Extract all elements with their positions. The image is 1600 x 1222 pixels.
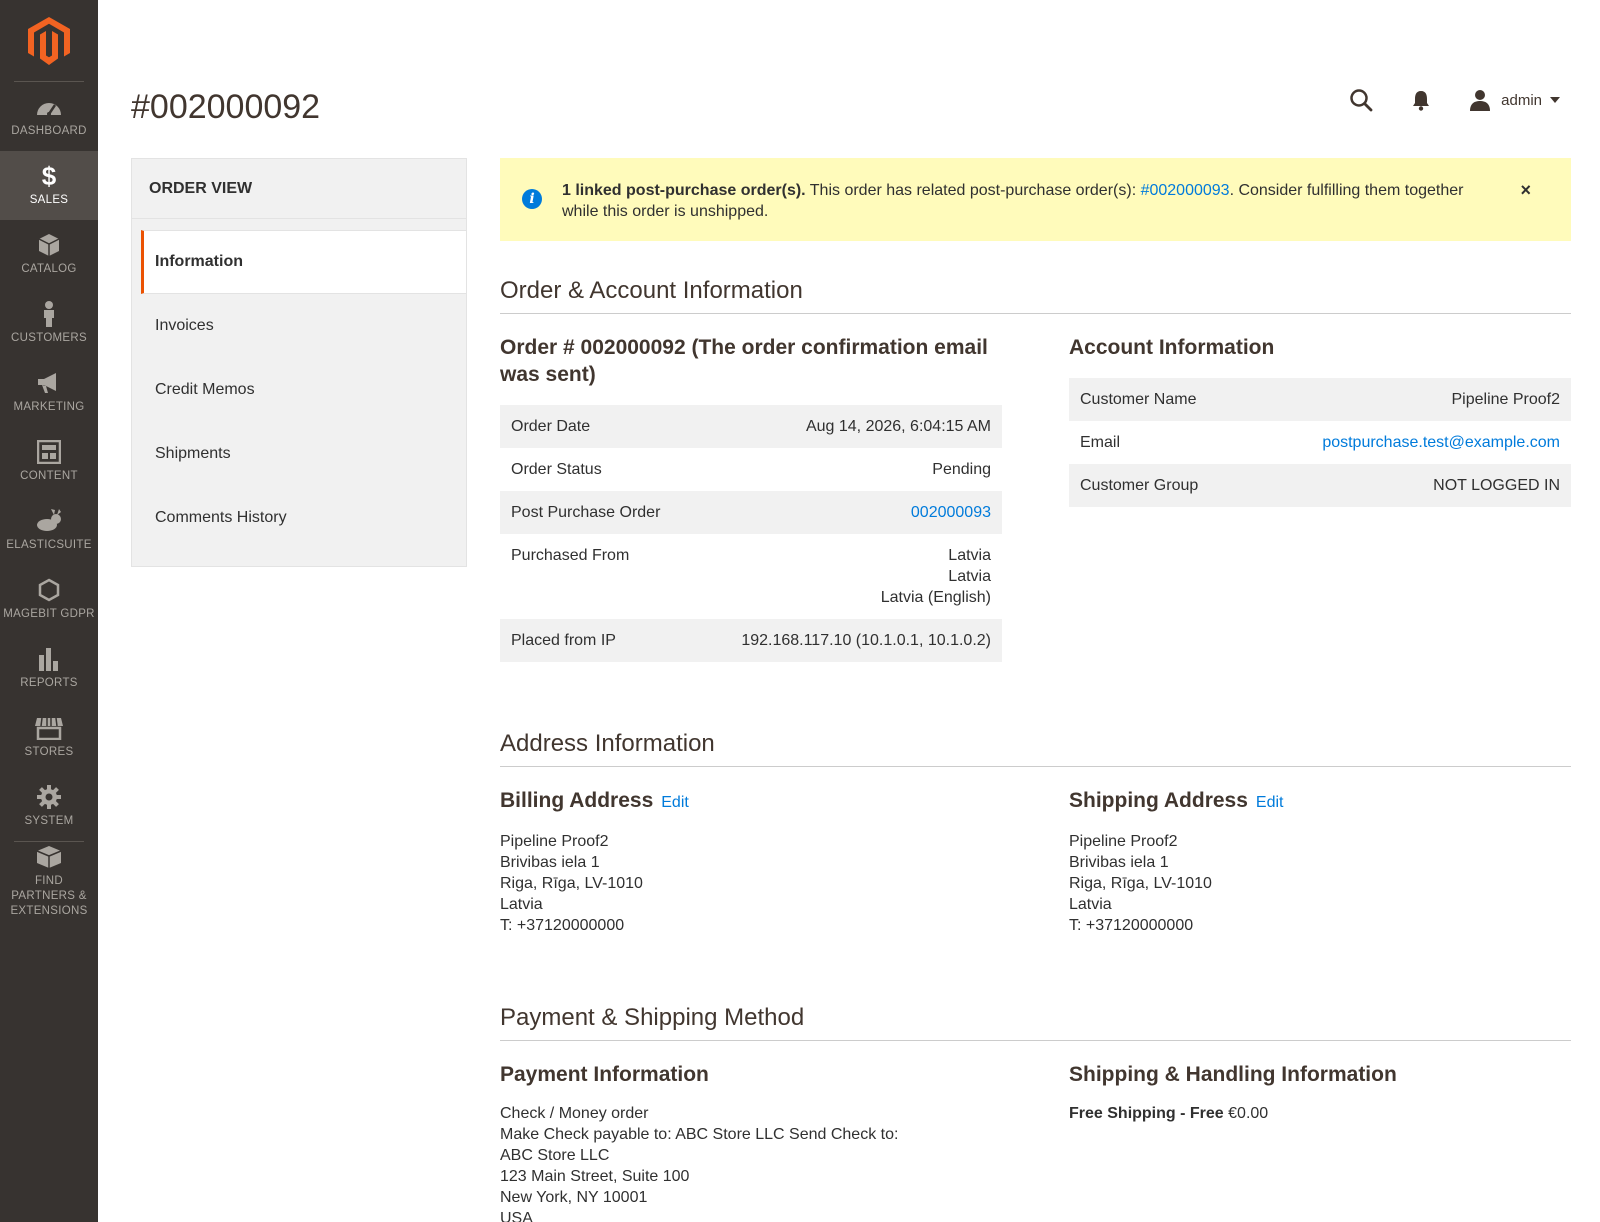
search-button[interactable] bbox=[1349, 88, 1373, 112]
sidebar-item-label: MAGEBIT GDPR bbox=[3, 608, 95, 620]
billing-edit-link[interactable]: Edit bbox=[661, 794, 689, 811]
order-information bbox=[500, 334, 1002, 662]
purchased-from-website: Latvia bbox=[948, 547, 991, 564]
payment-shipping-section-title: Payment & Shipping Method bbox=[500, 1004, 1571, 1041]
order-account-columns bbox=[500, 334, 1571, 662]
order-status-label: Order Status bbox=[511, 461, 602, 478]
shipping-name: Pipeline Proof2 bbox=[1069, 833, 1178, 850]
sidebar-item-label: CONTENT bbox=[20, 470, 78, 482]
purchased-from-value bbox=[694, 534, 1002, 619]
tabs-title: ORDER VIEW bbox=[132, 159, 466, 219]
billing-address-lines bbox=[500, 831, 1002, 936]
admin-sidebar bbox=[0, 0, 98, 1222]
page-title: #002000092 bbox=[131, 88, 321, 126]
payment-shipping-columns bbox=[500, 1061, 1571, 1222]
payment-method-name: Check / Money order bbox=[500, 1105, 649, 1122]
payment-line: 123 Main Street, Suite 100 bbox=[500, 1168, 690, 1185]
close-icon[interactable]: × bbox=[1520, 180, 1531, 200]
customer-name-label: Customer Name bbox=[1080, 391, 1197, 408]
payment-line: ABC Store LLC bbox=[500, 1147, 610, 1164]
email-label: Email bbox=[1080, 434, 1121, 451]
tab-comments-history[interactable]: Comments History bbox=[155, 509, 287, 526]
person-icon bbox=[42, 301, 56, 327]
post-purchase-order-label: Post Purchase Order bbox=[511, 504, 661, 521]
tab-credit-memos[interactable]: Credit Memos bbox=[155, 381, 255, 398]
sidebar-item-label: STORES bbox=[24, 746, 74, 758]
bar-chart-icon bbox=[37, 646, 61, 672]
gear-icon bbox=[37, 784, 61, 810]
account-heading: Account Information bbox=[1069, 336, 1275, 359]
dashboard-icon bbox=[36, 94, 62, 120]
billing-city: Riga, Rīga, LV-1010 bbox=[500, 875, 643, 892]
purchased-from-label: Purchased From bbox=[511, 547, 630, 564]
sidebar-item-sales[interactable] bbox=[0, 151, 98, 220]
notice-text-before: This order has related post-purchase order(s): bbox=[805, 182, 1141, 199]
payment-line: Make Check payable to: ABC Store LLC Send Check to: bbox=[500, 1126, 899, 1143]
sidebar-item-label: SYSTEM bbox=[24, 815, 74, 827]
shipping-method bbox=[1069, 1103, 1571, 1124]
table-row bbox=[1069, 464, 1571, 507]
sidebar-item-label: FIND PARTNERS & EXTENSIONS bbox=[10, 875, 88, 917]
sidebar-item-label: DASHBOARD bbox=[11, 125, 87, 137]
sidebar-item-stores[interactable] bbox=[0, 703, 98, 772]
billing-address bbox=[500, 787, 1002, 936]
post-purchase-notice bbox=[500, 158, 1571, 241]
notifications-button[interactable] bbox=[1411, 89, 1431, 111]
customer-email-link[interactable]: postpurchase.test@example.com bbox=[1322, 434, 1560, 451]
placed-from-ip-value: 192.168.117.10 (10.1.0.1, 10.1.0.2) bbox=[741, 632, 991, 649]
table-row bbox=[500, 448, 1002, 491]
payment-information bbox=[500, 1061, 1002, 1222]
address-section-title: Address Information bbox=[500, 730, 1571, 767]
sidebar-item-elasticsuite[interactable] bbox=[0, 496, 98, 565]
order-date-label: Order Date bbox=[511, 418, 591, 435]
storefront-icon bbox=[35, 715, 63, 741]
shipping-address-heading bbox=[1069, 787, 1571, 816]
shipping-edit-link[interactable]: Edit bbox=[1255, 794, 1284, 811]
sidebar-item-system[interactable] bbox=[0, 772, 98, 841]
payment-line: USA bbox=[500, 1210, 533, 1222]
magento-logo-icon bbox=[28, 17, 70, 65]
admin-username: admin bbox=[1501, 91, 1542, 109]
billing-phone: T: +37120000000 bbox=[500, 917, 625, 934]
order-heading: Order # 002000092 (The order confirmation email was sent) bbox=[500, 336, 988, 386]
sidebar-item-label: CUSTOMERS bbox=[11, 332, 87, 344]
box-icon bbox=[38, 232, 60, 258]
order-date-value: Aug 14, 2026, 6:04:15 AM bbox=[805, 418, 991, 435]
magento-logo[interactable] bbox=[14, 0, 84, 82]
layout-icon bbox=[37, 439, 61, 465]
purchased-from-store: Latvia bbox=[948, 568, 991, 585]
purchased-from-store-view: Latvia (English) bbox=[880, 589, 991, 606]
shipping-country: Latvia bbox=[1069, 896, 1112, 913]
placed-from-ip-label: Placed from IP bbox=[511, 632, 616, 649]
payment-heading: Payment Information bbox=[500, 1063, 709, 1086]
search-icon bbox=[1349, 88, 1373, 112]
sidebar-item-label: REPORTS bbox=[20, 677, 78, 689]
sidebar-item-label: ELASTICSUITE bbox=[6, 539, 92, 551]
table-row bbox=[500, 405, 1002, 448]
notice-bold: 1 linked post-purchase order(s). bbox=[562, 182, 806, 199]
shipping-price: €0.00 bbox=[1228, 1105, 1269, 1122]
table-row bbox=[500, 619, 1002, 662]
chevron-down-icon bbox=[1550, 97, 1560, 103]
payment-line: New York, NY 10001 bbox=[500, 1189, 648, 1206]
sidebar-item-content[interactable] bbox=[0, 427, 98, 496]
shipping-address bbox=[1069, 787, 1571, 936]
table-row bbox=[500, 534, 1002, 619]
sidebar-item-find-partners[interactable] bbox=[10, 841, 88, 921]
sidebar-item-label: MARKETING bbox=[13, 401, 85, 413]
sidebar-item-reports[interactable] bbox=[0, 634, 98, 703]
box-icon bbox=[36, 844, 62, 870]
shipping-address-title: Shipping Address bbox=[1069, 789, 1248, 812]
table-row bbox=[1069, 421, 1571, 464]
admin-user-menu[interactable] bbox=[1469, 89, 1560, 111]
shipping-city: Riga, Rīga, LV-1010 bbox=[1069, 875, 1212, 892]
sidebar-item-catalog[interactable] bbox=[0, 220, 98, 289]
sidebar-item-marketing[interactable] bbox=[0, 358, 98, 427]
notice-text-after: . Consider fulfilling them together while this order is unshipped. bbox=[562, 182, 1464, 220]
order-status-value: Pending bbox=[932, 461, 991, 478]
sidebar-item-magebit-gdpr[interactable] bbox=[0, 565, 98, 634]
customer-name-value: Pipeline Proof2 bbox=[1451, 391, 1560, 408]
customer-group-value: NOT LOGGED IN bbox=[1433, 477, 1560, 494]
billing-country: Latvia bbox=[500, 896, 543, 913]
billing-address-title: Billing Address bbox=[500, 789, 654, 812]
post-purchase-order-link[interactable]: 002000093 bbox=[910, 504, 991, 521]
sidebar-item-label: CATALOG bbox=[21, 263, 77, 275]
hexagon-icon bbox=[38, 577, 60, 603]
order-view-tabs bbox=[131, 158, 467, 567]
sidebar-item-customers[interactable] bbox=[0, 289, 98, 358]
account-information bbox=[1069, 334, 1571, 662]
shipping-street: Brivibas iela 1 bbox=[1069, 854, 1169, 871]
header-actions bbox=[1349, 88, 1560, 112]
rabbit-icon bbox=[35, 508, 63, 534]
shipping-phone: T: +37120000000 bbox=[1069, 917, 1194, 934]
bell-icon bbox=[1411, 89, 1431, 111]
tab-invoices[interactable]: Invoices bbox=[155, 317, 214, 334]
table-row bbox=[1069, 378, 1571, 421]
billing-name: Pipeline Proof2 bbox=[500, 833, 609, 850]
shipping-address-lines bbox=[1069, 831, 1571, 936]
shipping-handling-information bbox=[1069, 1061, 1571, 1222]
linked-order-link[interactable]: #002000093 bbox=[1140, 182, 1230, 199]
shipping-handling-heading: Shipping & Handling Information bbox=[1069, 1063, 1397, 1086]
user-icon bbox=[1469, 89, 1491, 111]
tab-shipments[interactable]: Shipments bbox=[155, 445, 231, 462]
payment-method-lines bbox=[500, 1103, 1002, 1222]
account-info-table bbox=[1069, 378, 1571, 507]
shipping-method-name: Free Shipping - Free bbox=[1069, 1105, 1224, 1122]
sidebar-item-label: SALES bbox=[29, 194, 69, 206]
order-info-table bbox=[500, 405, 1002, 662]
dollar-icon: $ bbox=[41, 160, 57, 191]
customer-group-label: Customer Group bbox=[1080, 477, 1199, 494]
info-icon: i bbox=[522, 189, 542, 209]
main-content bbox=[500, 158, 1571, 1222]
billing-street: Brivibas iela 1 bbox=[500, 854, 600, 871]
table-row bbox=[500, 491, 1002, 534]
billing-address-heading bbox=[500, 787, 1002, 816]
tab-information[interactable]: Information bbox=[141, 230, 466, 294]
notice-message bbox=[562, 180, 1492, 222]
address-columns bbox=[500, 787, 1571, 936]
sidebar-item-dashboard[interactable] bbox=[0, 82, 98, 151]
order-account-section-title: Order & Account Information bbox=[500, 277, 1571, 314]
megaphone-icon bbox=[36, 370, 62, 396]
